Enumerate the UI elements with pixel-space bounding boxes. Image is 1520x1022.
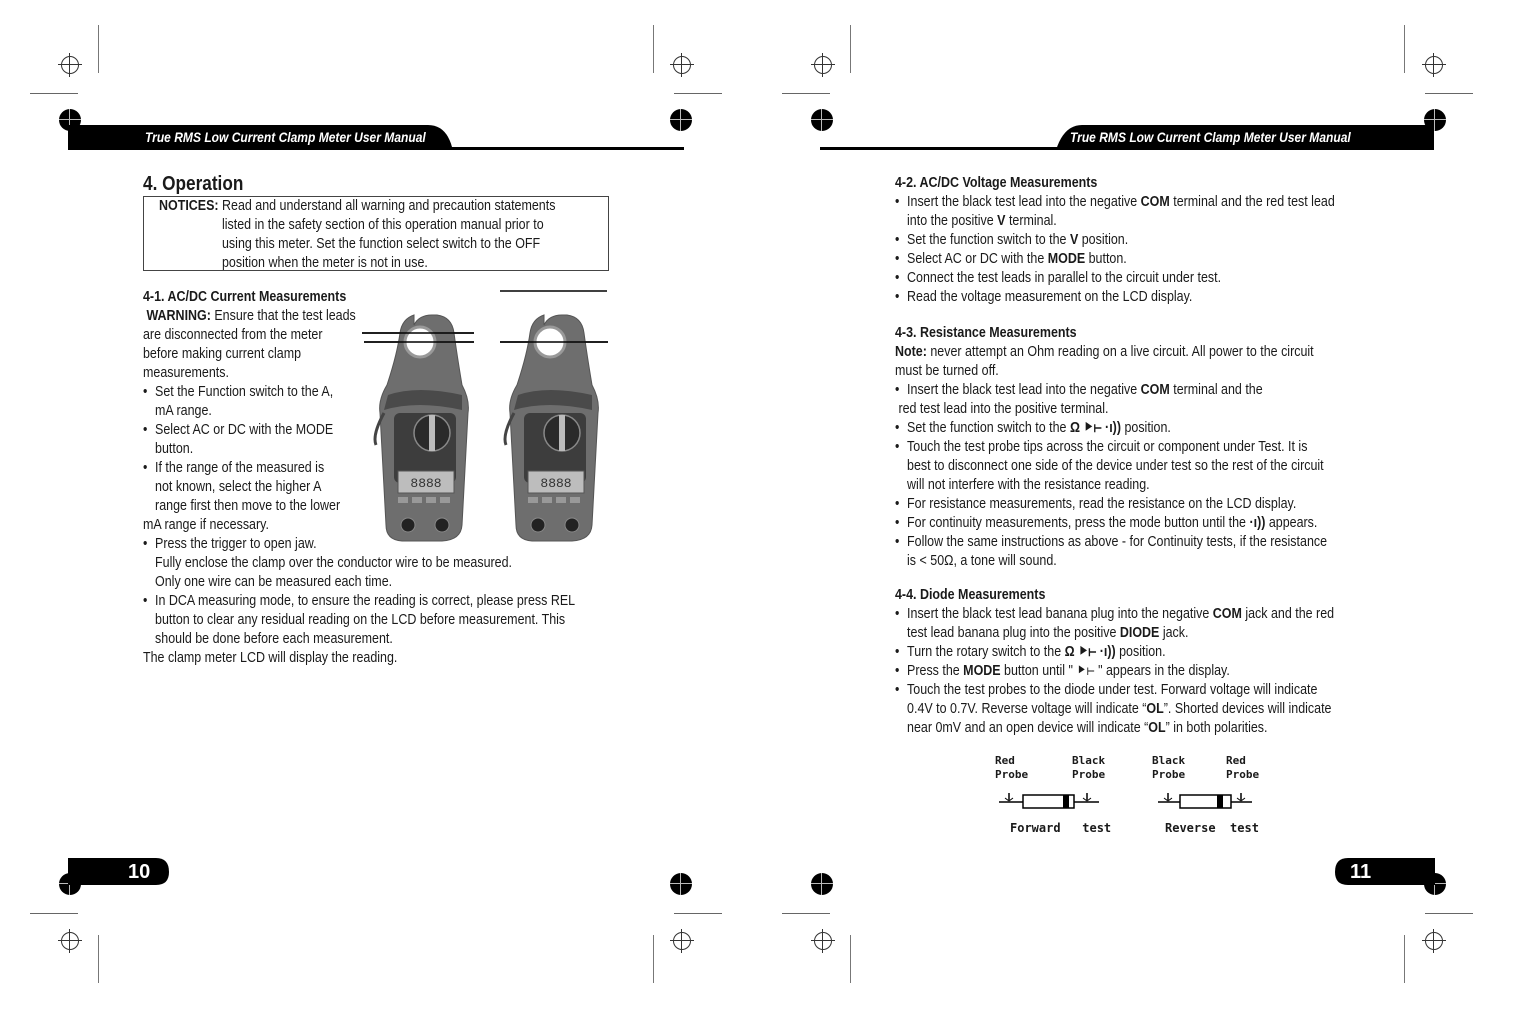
list-item: • Touch the test probes to the diode under test. Forward voltage will indicate [895, 681, 1334, 700]
crop-mark [674, 93, 722, 94]
clamp-meter-illustration [362, 285, 612, 545]
list-item: • For continuity measurements, press the mode button until the ·ı)) appears. [895, 514, 1327, 533]
forward-test-caption: Forward test [1010, 821, 1112, 835]
crop-mark [782, 93, 830, 94]
list-item: • Set the function switch to the V position. [895, 231, 1335, 250]
crop-mark [1404, 25, 1405, 73]
running-header-text: True RMS Low Current Clamp Meter User Manual [145, 129, 426, 145]
list-item: • Select AC or DC with the MODE button. [895, 250, 1335, 269]
crop-mark [98, 935, 99, 983]
list-item: • If the range of the measured is [143, 459, 575, 478]
diode-forward-icon [999, 790, 1109, 810]
continuity-icon: ·ı)) [1249, 515, 1266, 531]
subsection-heading: 4-4. Diode Measurements [895, 587, 1046, 603]
list-item: • Press the trigger to open jaw. [143, 535, 575, 554]
list-item: • Press the MODE button until " ⯈⊢ " appears in the display. [895, 662, 1334, 681]
notice-text: Read and understand all warning and precaution statements listed in the safety section of this operation manual prior to using this meter. Set the function select switch to the OFF position when the meter is not in use. [222, 198, 556, 271]
notice-label: NOTICES: [159, 198, 219, 214]
section-title: 4. Operation [143, 173, 244, 195]
crop-mark [674, 913, 722, 914]
subsection-heading: 4-3. Resistance Measurements [895, 325, 1077, 341]
clamp-meter-1 [362, 315, 474, 541]
subsection-resistance: 4-3. Resistance Measurements Note: never attempt an Ohm reading on a live circuit. All power to the circuit must be turned off. • Insert the black test lead into the negative COM terminal and the red test lead into the positive terminal. • Set the function switch to the Ω ⯈⊢ ·ı)) position. • Touch the test probe tips across the circuit or component under Test. It is best to disconnect one side of the device under test so the rest of the circuit will not interfere with the resistance reading. • For resistance measurements, read the resistance on the LCD display. • For continuity measurements, press the mode button until the ·ı)) appears. • Follow the same instructions as above - for Continuity tests, if the resistance is < 50Ω, a tone will sound. [895, 324, 1327, 571]
subsection-voltage: 4-2. AC/DC Voltage Measurements • Insert the black test lead into the negative COM terminal and the red test lead into the positive V terminal. • Set the function switch to the V position. • Select AC or DC with the MODE button. • Connect the test leads in parallel to the circuit under test. • Read the voltage measurement on the LCD display. [895, 174, 1335, 307]
page-number-right: 11 [1350, 861, 1372, 883]
list-item: • Set the Function switch to the A, [143, 383, 575, 402]
crop-mark [30, 913, 78, 914]
subsection-heading: 4-1. AC/DC Current Measurements [143, 289, 347, 305]
subsection-heading: 4-2. AC/DC Voltage Measurements [895, 175, 1098, 191]
crop-mark [30, 93, 78, 94]
list-item: • Insert the black test lead banana plug into the negative COM jack and the red [895, 605, 1334, 624]
ohm-diode-continuity-icon: Ω ⯈⊢ ·ı)) [1064, 644, 1116, 660]
crop-mark [782, 913, 830, 914]
list-item: • In DCA measuring mode, to ensure the reading is correct, please press REL [143, 592, 575, 611]
closing-text: The clamp meter LCD will display the reading. [143, 650, 398, 666]
list-item: • Connect the test leads in parallel to the circuit under test. [895, 269, 1335, 288]
list-item: • Follow the same instructions as above - for Continuity tests, if the resistance [895, 533, 1327, 552]
crop-mark [1425, 913, 1473, 914]
list-item: • Insert the black test lead into the negative COM terminal and the red test lead [895, 193, 1335, 212]
registration-mark-icon [670, 929, 694, 953]
registration-mark-icon [58, 53, 82, 77]
crop-mark [850, 25, 851, 73]
registration-mark-icon [1422, 929, 1446, 953]
crop-mark [1425, 93, 1473, 94]
lcd-reading: 8888 [410, 476, 442, 491]
registration-mark-icon [1422, 53, 1446, 77]
list-item: • Touch the test probe tips across the circuit or component under Test. It is [895, 438, 1327, 457]
crop-mark [653, 935, 654, 983]
crop-mark [1404, 935, 1405, 983]
diode-reverse-icon [1158, 790, 1258, 810]
subsection-diode: 4-4. Diode Measurements • Insert the black test lead banana plug into the negative COM jack and the red test lead banana plug into the positive DIODE jack. • Turn the rotary switch to the Ω ⯈⊢ ·ı)) position. • Press the MODE button until " ⯈⊢ " appears in the display. • Touch the test probes to the diode under test. Forward voltage will indicate 0.4V to 0.7V. Reverse voltage will indicate “OL”. Shorted devices will indicate near 0mV and an open device will indicate “OL” in both polarities. [895, 586, 1334, 738]
lcd-reading: 8888 [540, 476, 572, 491]
running-header-text: True RMS Low Current Clamp Meter User Manual [1070, 129, 1351, 145]
clamp-meter-2 [500, 315, 608, 541]
registration-mark-icon [670, 53, 694, 77]
registration-dot-icon [670, 873, 692, 895]
list-item: • Turn the rotary switch to the Ω ⯈⊢ ·ı)) position. [895, 643, 1334, 662]
registration-mark-icon [811, 53, 835, 77]
reverse-test-caption: Reverse test [1165, 821, 1259, 835]
crop-mark [98, 25, 99, 73]
note-label: Note: [895, 344, 927, 360]
list-item: • Read the voltage measurement on the LCD display. [895, 288, 1335, 307]
list-item: • Set the function switch to the Ω ⯈⊢ ·ı)) position. [895, 419, 1327, 438]
crop-mark [653, 25, 654, 73]
page-number-left: 10 [128, 861, 151, 883]
registration-dot-icon [811, 873, 833, 895]
page-number-tab-left [68, 857, 172, 887]
list-item: • Select AC or DC with the MODE [143, 421, 575, 440]
crop-mark [850, 935, 851, 983]
subsection-current: 4-1. AC/DC Current Measurements WARNING: Ensure that the test leads are disconnected from the meter before making current clamp measurements. • Set the Function switch to the A, mA range. • Select AC or DC with the MODE button. • If the range of the measured is not known, select the higher A range first then move to the lower mA range if necessary. • Press the trigger to open jaw. Fully enclose the clamp over the conductor wire to be measured. Only one wire can be measured each time. • In DCA measuring mode, to ensure the reading is correct, please press REL button to clear any residual reading on the LCD before measurement. This should be done before each measurement. The clamp meter LCD will display the reading. [143, 288, 575, 668]
list-item: • For resistance measurements, read the resistance on the LCD display. [895, 495, 1327, 514]
registration-mark-icon [811, 929, 835, 953]
list-item: • Insert the black test lead into the negative COM terminal and the [895, 381, 1327, 400]
ohm-diode-continuity-icon: Ω ⯈⊢ ·ı)) [1069, 420, 1121, 436]
registration-mark-icon [58, 929, 82, 953]
warning-label: WARNING: [146, 308, 211, 324]
